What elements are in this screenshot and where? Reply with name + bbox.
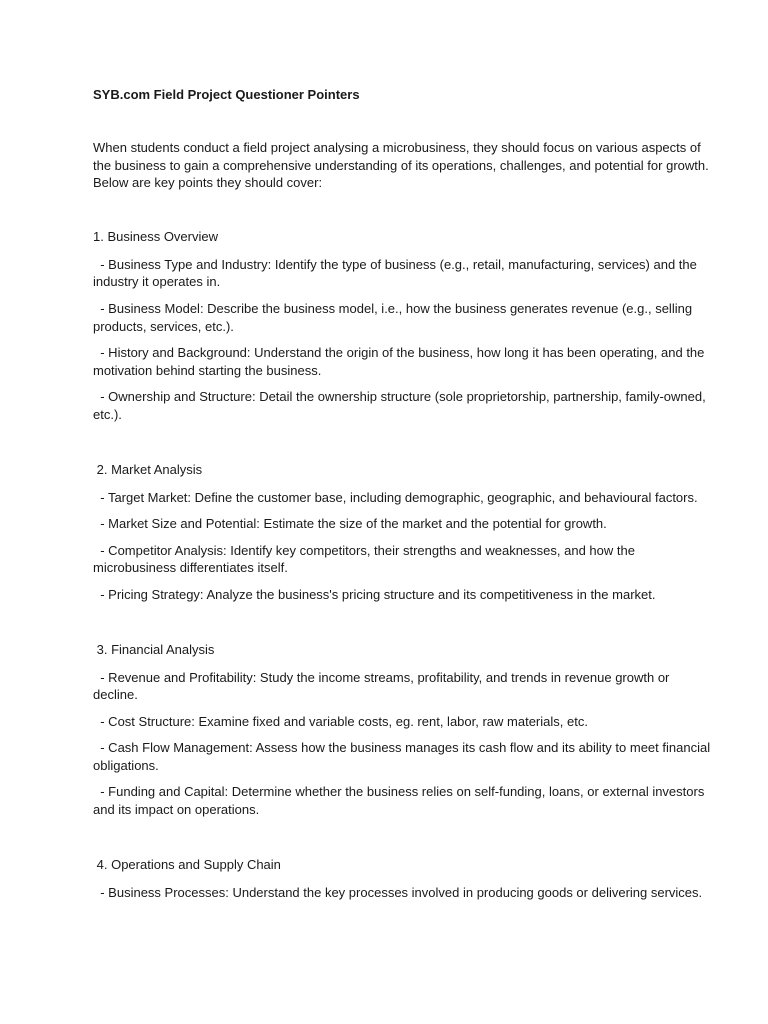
list-item xyxy=(93,300,715,335)
section-operations-supply-chain xyxy=(93,856,715,902)
list-item xyxy=(93,542,715,577)
list-item-text: - Pricing Strategy: Analyze the business's pricing structure and its competitiveness in the market. xyxy=(100,586,656,602)
list-item-text: - Business Type and Industry: Identify the type of business (e.g., retail, manufacturing, services) and the industry it operates in. xyxy=(93,256,697,290)
list-item xyxy=(93,388,715,423)
list-item xyxy=(93,515,715,533)
list-item-text: - Cost Structure: Examine fixed and variable costs, eg. rent, labor, raw materials, etc. xyxy=(100,713,588,729)
section-heading xyxy=(93,641,715,659)
list-item-text: - Competitor Analysis: Identify key competitors, their strengths and weaknesses, and how the microbusiness differentiates itself. xyxy=(93,542,635,576)
section-heading-text: 3. Financial Analysis xyxy=(96,641,215,657)
list-item xyxy=(93,489,715,507)
list-item xyxy=(93,344,715,379)
intro-paragraph: When students conduct a field project analysing a microbusiness, they should focus on various aspects of the business to gain a comprehensive understanding of its operations, challenges, and potential for growth. Below are key points they should cover: xyxy=(93,140,709,191)
list-item xyxy=(93,256,715,291)
list-item xyxy=(93,586,715,604)
section-heading: 1. Business Overview xyxy=(93,228,218,244)
list-item-text: - Business Processes: Understand the key processes involved in producing goods or delivering services. xyxy=(100,884,703,900)
list-item xyxy=(93,884,715,902)
list-item-text: - Ownership and Structure: Detail the ownership structure (sole proprietorship, partnership, family-owned, etc.). xyxy=(93,389,706,422)
list-item-text: - Target Market: Define the customer base, including demographic, geographic, and behavioural factors. xyxy=(100,489,698,505)
list-item-text: - Revenue and Profitability: Study the income streams, profitability, and trends in revenue growth or decline. xyxy=(93,669,670,703)
section-business-overview xyxy=(93,228,715,424)
list-item-text: - History and Background: Understand the origin of the business, how long it has been operating, and the motivation behind starting the business. xyxy=(93,345,705,378)
list-item xyxy=(93,669,715,704)
list-item-text: - Cash Flow Management: Assess how the business manages its cash flow and its ability to meet financial obligations. xyxy=(93,740,711,773)
document-title: SYB.com Field Project Questioner Pointers xyxy=(93,87,360,102)
section-heading xyxy=(93,461,715,479)
list-item xyxy=(93,713,715,731)
section-heading-text: 4. Operations and Supply Chain xyxy=(96,856,281,872)
list-item-text: - Market Size and Potential: Estimate the size of the market and the potential for growth. xyxy=(100,516,607,532)
section-heading-text: 2. Market Analysis xyxy=(96,461,203,477)
list-item-text: - Funding and Capital: Determine whether the business relies on self-funding, loans, or external investors and its impact on operations. xyxy=(93,784,705,818)
section-heading xyxy=(93,856,715,874)
document-body xyxy=(93,86,715,901)
list-item-text: - Business Model: Describe the business model, i.e., how the business generates revenue (e.g., selling products, services, etc.). xyxy=(93,300,693,334)
section-financial-analysis xyxy=(93,641,715,819)
list-item xyxy=(93,783,715,818)
list-item xyxy=(93,739,715,774)
section-market-analysis xyxy=(93,461,715,604)
